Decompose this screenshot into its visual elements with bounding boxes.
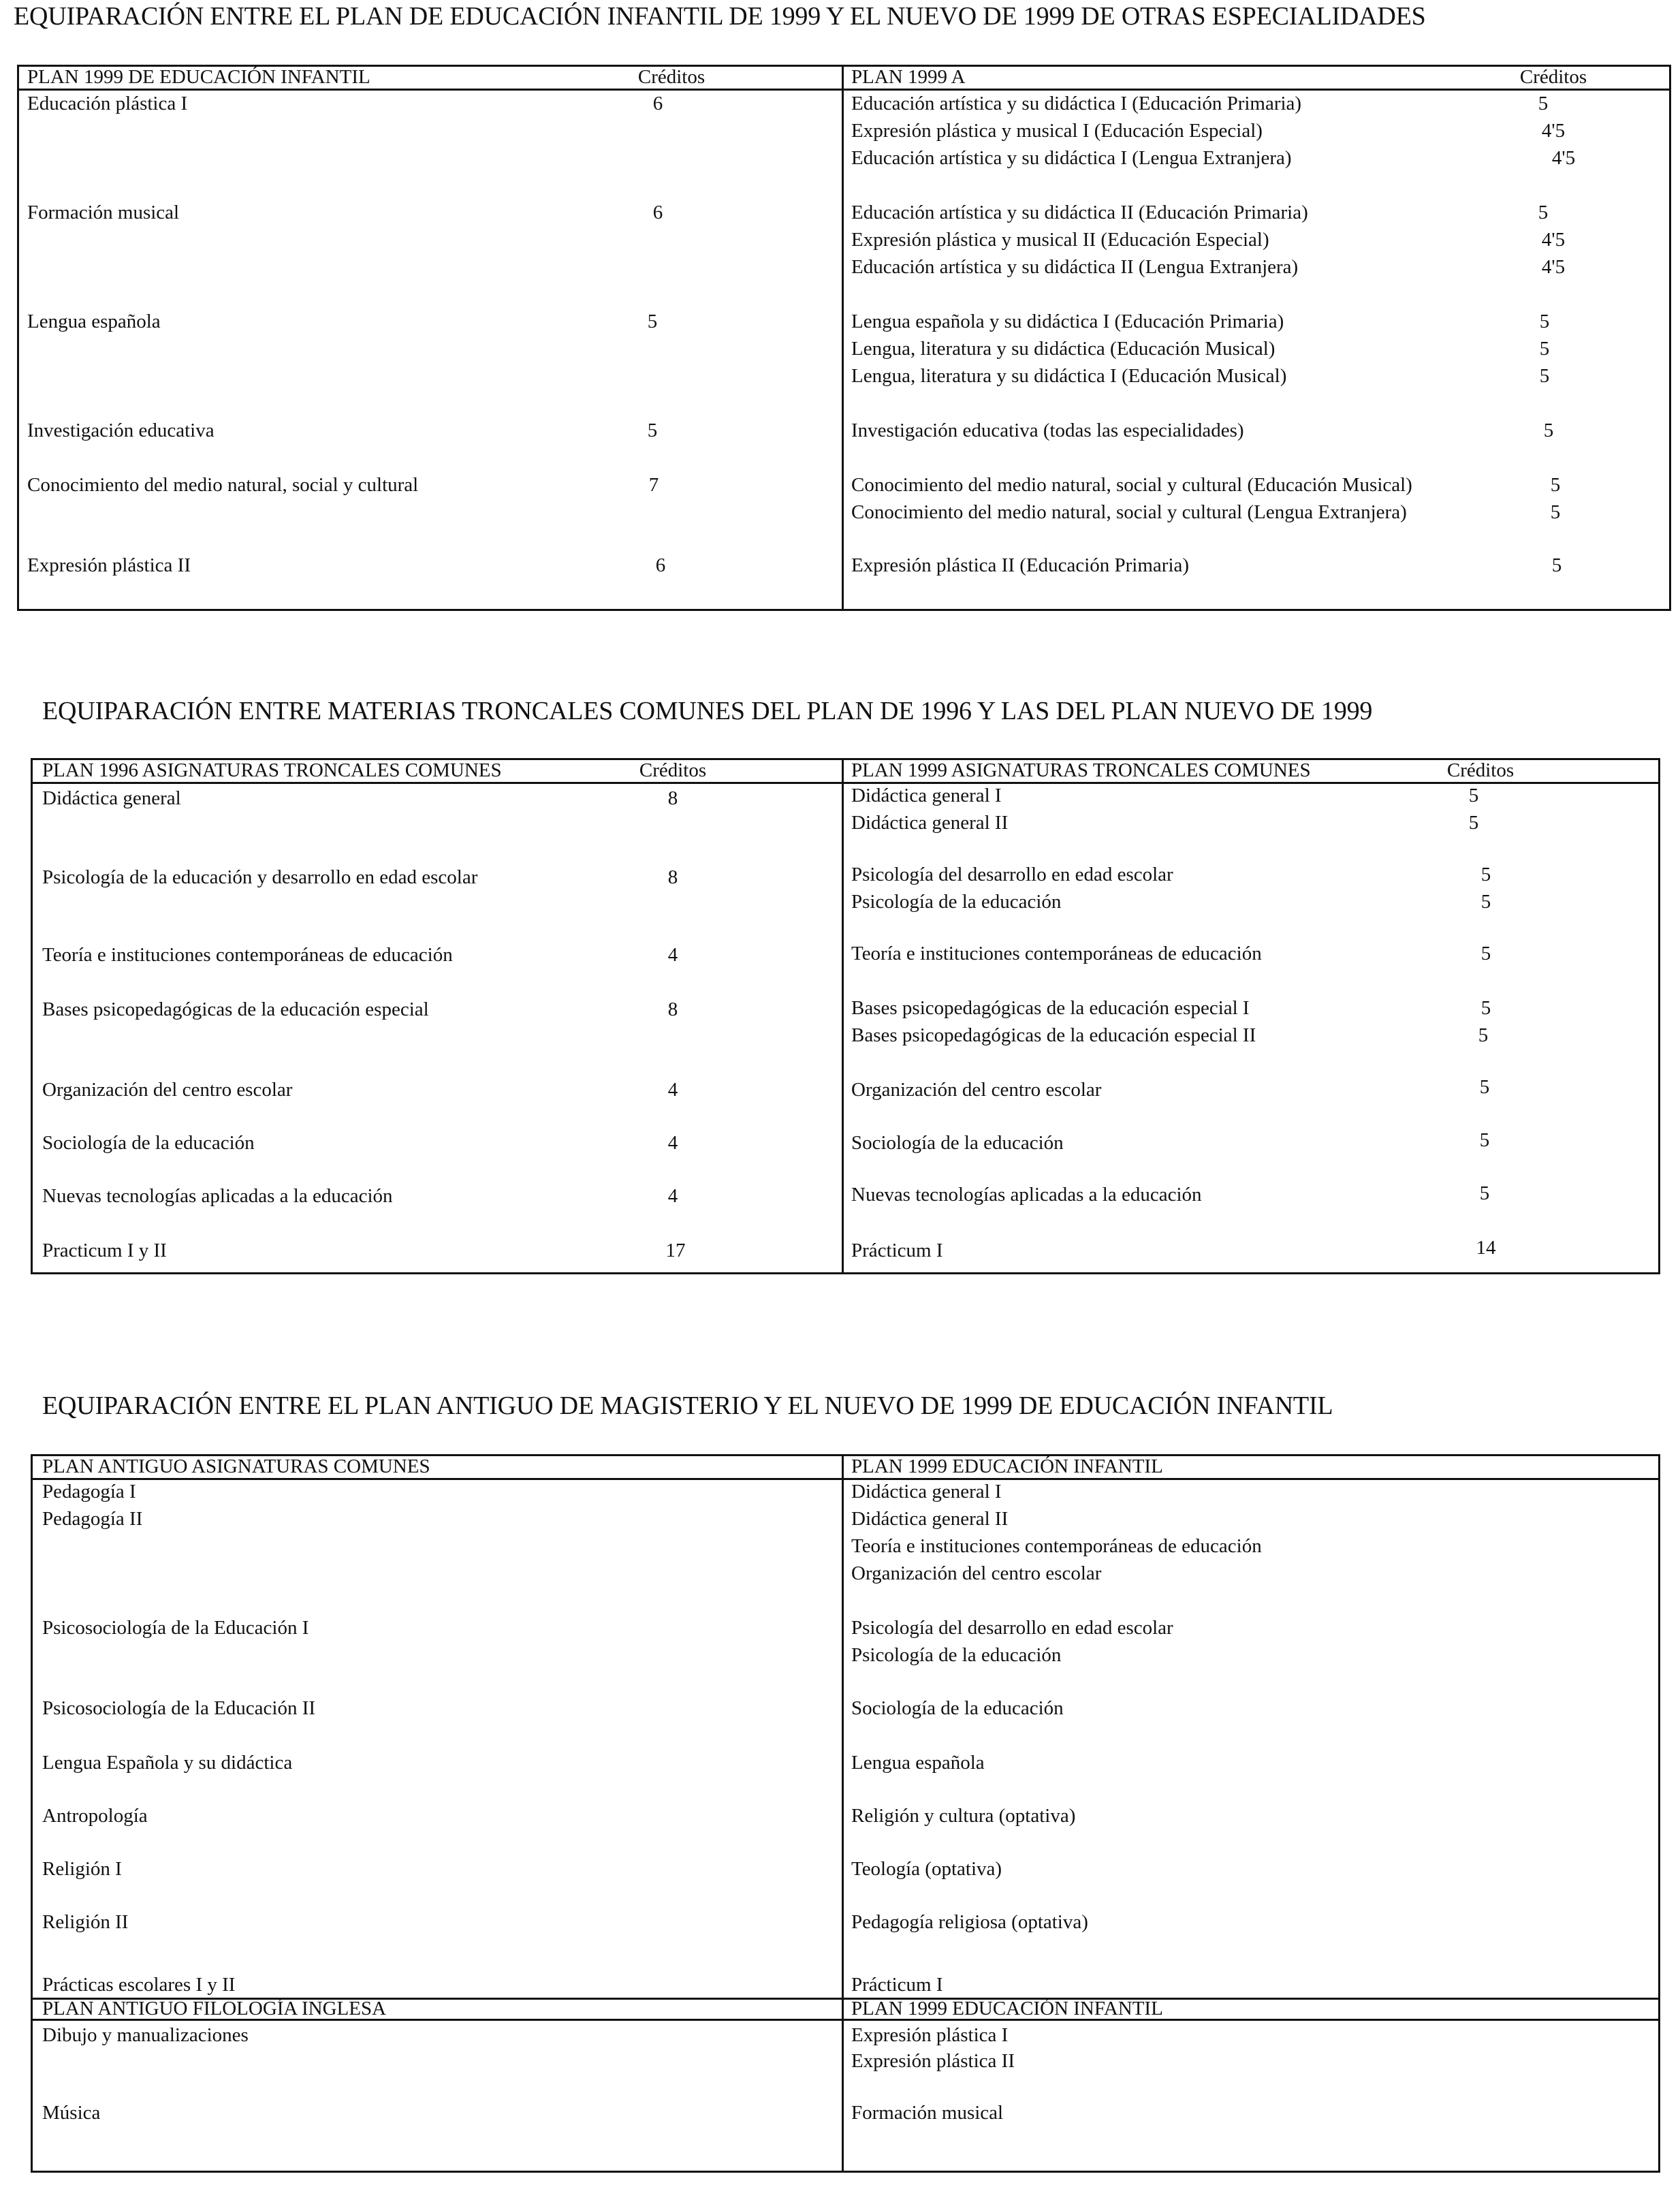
section1-row-left: Expresión plástica II <box>27 554 191 576</box>
section2-row-right: Sociología de la educación <box>851 1132 1064 1154</box>
section1-row-right: Lengua española y su didáctica I (Educación Primaria) <box>851 311 1284 332</box>
section1-row-left-credits: 6 <box>652 202 663 223</box>
section1-column-divider <box>842 67 844 609</box>
section2-row-right: Didáctica general II <box>851 812 1009 834</box>
section2-row-right-credits: 5 <box>1468 812 1479 834</box>
section2-row-left: Teoría e instituciones contemporáneas de educación <box>42 944 453 966</box>
section1-row-right-credits: 5 <box>1539 311 1550 332</box>
section2-row-left-credits: 8 <box>667 866 678 888</box>
section1-row-right-credits: 5 <box>1543 420 1554 441</box>
section1-row-right: Educación artística y su didáctica I (Educación Primaria) <box>851 93 1302 114</box>
section2-row-right: Nuevas tecnologías aplicadas a la educación <box>851 1184 1202 1206</box>
section2-row-right-credits: 5 <box>1479 1129 1490 1151</box>
section1-row-right-credits: 5 <box>1539 338 1550 360</box>
section1-right-credits-header: Créditos <box>1519 66 1587 88</box>
section1-row-right-credits: 5 <box>1551 554 1562 576</box>
section1-row-right: Expresión plástica y musical II (Educación Especial) <box>851 229 1269 251</box>
section2-row-left: Didáctica general <box>42 787 181 809</box>
section3-table <box>31 1454 1660 2173</box>
section1-row-right: Expresión plástica II (Educación Primaria) <box>851 554 1190 576</box>
section1-title: EQUIPARACIÓN ENTRE EL PLAN DE EDUCACIÓN INFANTIL DE 1999 Y EL NUEVO DE 1999 DE OTRAS ESPECIALIDADES <box>14 2 1426 31</box>
section1-row-right-credits: 4'5 <box>1541 256 1566 278</box>
section3-row-right: Lengua española <box>851 1752 985 1774</box>
section3-row-left: Lengua Española y su didáctica <box>42 1752 293 1774</box>
section3-row-right: Prácticum I <box>851 1974 943 1996</box>
section1-row-right: Investigación educativa (todas las especialidades) <box>851 420 1244 441</box>
section3-sub-row-left: Música <box>42 2102 101 2124</box>
section1-row-right-credits: 5 <box>1550 474 1561 496</box>
section2-row-left-credits: 8 <box>667 998 678 1020</box>
section3-sub-row-left: Dibujo y manualizaciones <box>42 2024 249 2046</box>
section3-row-left: Psicosociología de la Educación I <box>42 1617 309 1639</box>
section3-row-right: Pedagogía religiosa (optativa) <box>851 1911 1088 1933</box>
section3-row-right: Psicología de la educación <box>851 1644 1062 1666</box>
section3-sub-left-header: PLAN ANTIGUO FILOLOGÍA INGLESA <box>42 1998 387 2019</box>
section1-row-right-credits: 4'5 <box>1541 229 1566 251</box>
section2-row-right-credits: 5 <box>1478 1024 1489 1046</box>
section2-row-right-credits: 5 <box>1480 943 1491 964</box>
section3-row-right: Didáctica general I <box>851 1481 1002 1502</box>
section2-row-left-credits: 4 <box>667 1185 678 1207</box>
section3-row-left: Religión II <box>42 1911 129 1933</box>
section1-row-left: Investigación educativa <box>27 420 215 441</box>
section3-sub-row-right: Formación musical <box>851 2102 1004 2124</box>
section1-right-header: PLAN 1999 A <box>851 66 966 88</box>
section2-row-right-credits: 5 <box>1479 1076 1490 1098</box>
section2-row-right: Teoría e instituciones contemporáneas de educación <box>851 943 1262 964</box>
section3-title: EQUIPARACIÓN ENTRE EL PLAN ANTIGUO DE MAGISTERIO Y EL NUEVO DE 1999 DE EDUCACIÓN INFANTIL <box>42 1391 1333 1420</box>
section1-row-left-credits: 6 <box>655 554 666 576</box>
section2-row-right-credits: 5 <box>1480 997 1491 1019</box>
section2-row-left-credits: 17 <box>665 1240 686 1261</box>
section1-row-right-credits: 5 <box>1538 202 1549 223</box>
section2-right-credits-header: Créditos <box>1446 759 1515 781</box>
section2-left-header: PLAN 1996 ASIGNATURAS TRONCALES COMUNES <box>42 759 502 781</box>
section3-row-right: Teoría e instituciones contemporáneas de educación <box>851 1535 1262 1557</box>
section1-table <box>17 65 1671 611</box>
section2-row-right-credits: 14 <box>1476 1237 1496 1259</box>
section3-sub-right-header: PLAN 1999 EDUCACIÓN INFANTIL <box>851 1998 1163 2019</box>
section1-left-credits-header: Créditos <box>637 66 706 88</box>
section2-row-left: Bases psicopedagógicas de la educación especial <box>42 998 429 1020</box>
section1-row-right: Educación artística y su didáctica II (Lengua Extranjera) <box>851 256 1299 278</box>
section2-row-left-credits: 4 <box>667 1079 678 1101</box>
section2-row-left: Nuevas tecnologías aplicadas a la educación <box>42 1185 393 1207</box>
section1-row-left-credits: 5 <box>647 420 658 441</box>
section1-row-right: Educación artística y su didáctica I (Lengua Extranjera) <box>851 147 1292 169</box>
section2-column-divider <box>842 760 844 1272</box>
section1-row-right: Conocimiento del medio natural, social y cultural (Educación Musical) <box>851 474 1412 496</box>
section2-row-right: Bases psicopedagógicas de la educación especial II <box>851 1024 1256 1046</box>
section2-row-right-credits: 5 <box>1480 891 1491 913</box>
section2-row-left-credits: 4 <box>667 944 678 966</box>
section2-row-right: Organización del centro escolar <box>851 1079 1102 1101</box>
section1-row-left-credits: 6 <box>652 93 663 114</box>
section2-row-left-credits: 4 <box>667 1132 678 1154</box>
section1-row-right-credits: 5 <box>1538 93 1549 114</box>
section1-row-right: Expresión plástica y musical I (Educación Especial) <box>851 120 1263 142</box>
section2-row-left: Psicología de la educación y desarrollo en edad escolar <box>42 866 478 888</box>
section3-sub-row-right: Expresión plástica I <box>851 2024 1009 2046</box>
section3-row-left: Prácticas escolares I y II <box>42 1974 236 1996</box>
section2-row-right: Psicología del desarrollo en edad escolar <box>851 864 1173 885</box>
section2-title: EQUIPARACIÓN ENTRE MATERIAS TRONCALES COMUNES DEL PLAN DE 1996 Y LAS DEL PLAN NUEVO DE 1999 <box>42 697 1373 725</box>
section2-row-right: Prácticum I <box>851 1240 943 1261</box>
section2-row-right: Bases psicopedagógicas de la educación especial I <box>851 997 1250 1019</box>
section2-row-left: Organización del centro escolar <box>42 1079 293 1101</box>
section1-row-right: Educación artística y su didáctica II (Educación Primaria) <box>851 202 1308 223</box>
section1-row-left-credits: 5 <box>647 311 658 332</box>
section3-row-left: Psicosociología de la Educación II <box>42 1697 316 1719</box>
section3-row-left: Religión I <box>42 1858 122 1880</box>
section3-row-left: Pedagogía I <box>42 1481 136 1502</box>
section2-table <box>31 758 1660 1274</box>
section3-column-divider <box>842 1456 844 2171</box>
section3-row-right: Sociología de la educación <box>851 1697 1064 1719</box>
section2-row-right: Didáctica general I <box>851 785 1002 806</box>
section1-row-right: Lengua, literatura y su didáctica (Educación Musical) <box>851 338 1275 360</box>
section1-row-left-credits: 7 <box>648 474 659 496</box>
section1-row-right: Lengua, literatura y su didáctica I (Educación Musical) <box>851 365 1287 387</box>
section1-row-right-credits: 5 <box>1550 501 1561 523</box>
section2-row-left: Sociología de la educación <box>42 1132 255 1154</box>
section1-row-left: Lengua española <box>27 311 161 332</box>
section1-row-right: Conocimiento del medio natural, social y cultural (Lengua Extranjera) <box>851 501 1407 523</box>
section1-row-left: Formación musical <box>27 202 180 223</box>
section1-row-left: Conocimiento del medio natural, social y cultural <box>27 474 419 496</box>
section3-row-right: Religión y cultura (optativa) <box>851 1805 1076 1827</box>
section3-row-right: Psicología del desarrollo en edad escolar <box>851 1617 1173 1639</box>
section3-row-right: Didáctica general II <box>851 1508 1009 1530</box>
section1-row-right-credits: 4'5 <box>1551 147 1576 169</box>
section1-row-left: Educación plástica I <box>27 93 188 114</box>
section2-row-right-credits: 5 <box>1479 1182 1490 1204</box>
section1-row-right-credits: 4'5 <box>1541 120 1566 142</box>
section2-row-right-credits: 5 <box>1468 785 1479 806</box>
section2-right-header: PLAN 1999 ASIGNATURAS TRONCALES COMUNES <box>851 759 1311 781</box>
section3-left-header: PLAN ANTIGUO ASIGNATURAS COMUNES <box>42 1456 430 1477</box>
section1-left-header: PLAN 1999 DE EDUCACIÓN INFANTIL <box>27 66 370 88</box>
section3-right-header: PLAN 1999 EDUCACIÓN INFANTIL <box>851 1456 1163 1477</box>
section2-row-right-credits: 5 <box>1480 864 1491 885</box>
section3-sub-row-right: Expresión plástica II <box>851 2050 1015 2072</box>
section2-row-left-credits: 8 <box>667 787 678 809</box>
section2-row-right: Psicología de la educación <box>851 891 1062 913</box>
section3-row-right: Teología (optativa) <box>851 1858 1002 1880</box>
section1-row-right-credits: 5 <box>1539 365 1550 387</box>
section3-row-left: Pedagogía II <box>42 1508 143 1530</box>
section3-row-left: Antropología <box>42 1805 148 1827</box>
section2-row-left: Practicum I y II <box>42 1240 167 1261</box>
section2-left-credits-header: Créditos <box>639 759 707 781</box>
section3-row-right: Organización del centro escolar <box>851 1562 1102 1584</box>
